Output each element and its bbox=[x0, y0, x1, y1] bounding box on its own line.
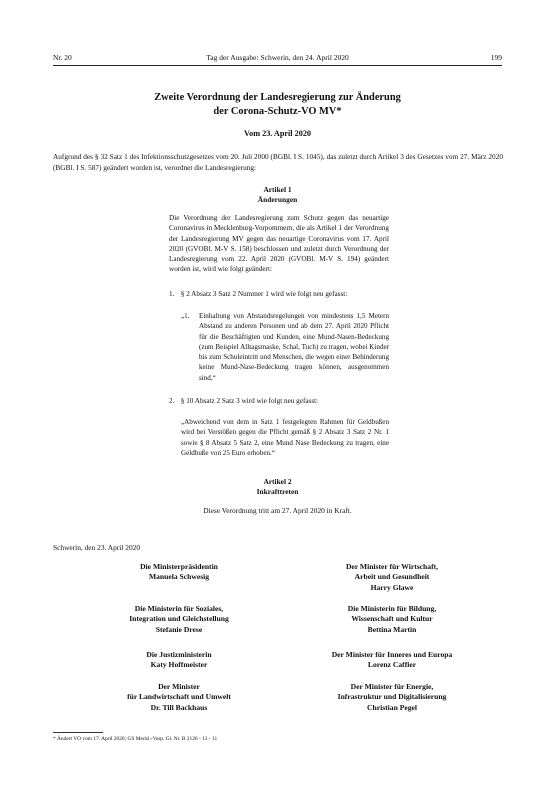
signature-line: Die Justizministerin bbox=[146, 650, 212, 659]
signature-line: für Landwirtschaft und Umwelt bbox=[127, 692, 231, 702]
quote-1-text: Einhaltung von Abstandsregelungen von mindestens 1,5 Metern Abstand zu anderen Personen und ab dem 27. April 2020 Pflicht für die Beschäftigten und Kunden, eine Mund-Nasen-Bedeckung (zum Beispiel Alltagsmaske, Schal, Tuch) zu tragen, wobei Kinder bis zum Schuleintritt und Menschen, die wegen einer Behinderung keine Mund-Nase-Bedeckung tragen können, ausgenommen sind,“ bbox=[199, 312, 389, 382]
article-2-title: Inkrafttreten bbox=[256, 487, 299, 497]
amendment-item-2 bbox=[169, 396, 399, 406]
article-1-heading bbox=[0, 185, 555, 206]
title-line-2: der Corona-Schutz-VO MV* bbox=[213, 105, 342, 117]
signature-line: Der Minister für Inneres und Europa bbox=[331, 650, 453, 659]
signature-block bbox=[84, 604, 274, 635]
signature-line: Die Ministerpräsidentin bbox=[140, 562, 218, 571]
signature-line: Katy Hoffmeister bbox=[150, 660, 208, 670]
signature-line: Arbeit und Gesundheit bbox=[354, 572, 430, 582]
issue-number: Nr. 20 bbox=[53, 53, 72, 62]
item-1-number: 1. bbox=[169, 290, 175, 298]
signature-line: Christian Pegel bbox=[367, 702, 417, 712]
signature-line: Integration und Gleichstellung bbox=[129, 614, 229, 624]
signature-line: Die Ministerin für Soziales, bbox=[134, 604, 224, 613]
signature-line: Stefanie Drese bbox=[155, 624, 203, 634]
signature-block bbox=[84, 650, 274, 671]
footnote: * Ändert VO vom 17. April 2020; GS Meckl.-Vorp. Gl. Nr. B 2126 - 13 - 11 bbox=[53, 736, 218, 742]
article-1-text: Die Verordnung der Landesregierung zum Schutz gegen das neuartige Coronavirus in Mecklenburg-Vorpommern, die als Artikel 1 der Verordnung der Landesregierung MV gegen das neuartige Coronavirus vom 17. April 2020 (GVOBl. M-V S. 158) beschlossen und zuletzt durch Verordnung der Landesregierung vom 22. April 2020 (GVOBl. M-V S. 194) geändert worden ist, wird wie folgt geändert: bbox=[169, 214, 389, 274]
signature-line: Manuela Schwesig bbox=[148, 572, 210, 582]
page-number: 199 bbox=[490, 53, 502, 62]
item-2-number: 2. bbox=[169, 397, 175, 405]
article-2-number: Artikel 2 bbox=[263, 477, 292, 486]
signature-line: Lorenz Caffier bbox=[367, 660, 417, 670]
signature-line: Infrastruktur und Digitalisierung bbox=[337, 692, 447, 702]
title-line-1: Zweite Verordnung der Landesregierung zur Änderung bbox=[154, 92, 401, 103]
signature-block bbox=[292, 562, 492, 593]
signature-line: Wissenschaft und Kultur bbox=[351, 614, 433, 624]
item-2-text: § 10 Absatz 2 Satz 3 wird wie folgt neu gefasst: bbox=[180, 397, 319, 405]
signature-line: Die Ministerin für Bildung, bbox=[347, 604, 437, 613]
signature-line: Der Minister für Energie, bbox=[350, 682, 434, 691]
signature-block bbox=[84, 682, 274, 713]
signature-block bbox=[292, 682, 492, 713]
amendment-quote-1 bbox=[181, 311, 389, 383]
article-2-text: Diese Verordnung tritt am 27. April 2020 in Kraft. bbox=[203, 506, 352, 515]
signature-line: Der Minister für Wirtschaft, bbox=[345, 562, 439, 571]
article-2-heading bbox=[0, 477, 555, 498]
signature-line: Harry Glawe bbox=[370, 582, 414, 592]
article-1-title: Änderungen bbox=[257, 195, 298, 205]
header-divider bbox=[53, 65, 502, 66]
issue-date: Tag der Ausgabe: Schwerin, den 24. April 2020 bbox=[206, 53, 349, 62]
signature-block bbox=[292, 604, 492, 635]
signature-line: Dr. Till Backhaus bbox=[150, 702, 208, 712]
signature-block bbox=[292, 650, 492, 671]
intro-paragraph: Aufgrund des § 32 Satz 1 des Infektionsschutzgesetzes vom 20. Juli 2000 (BGBl. I S. 1045), das zuletzt durch Artikel 3 des Gesetzes vom 27. März 2020 (BGBl. I S. 587) geändert worden ist, verordnet die Landesregierung: bbox=[53, 152, 503, 172]
place-date: Schwerin, den 23. April 2020 bbox=[53, 543, 141, 552]
article-1-number: Artikel 1 bbox=[263, 185, 292, 194]
amendment-item-1 bbox=[169, 289, 399, 299]
signature-block bbox=[84, 562, 274, 583]
document-title bbox=[0, 91, 555, 118]
signature-line: Der Minister bbox=[158, 682, 200, 691]
document-date: Vom 23. April 2020 bbox=[243, 129, 312, 138]
amendment-quote-2: „Abweichend von dem in Satz 1 festgelegten Rahmen für Geldbußen wird bei Verstößen gegen die Pflicht gemäß § 2 Absatz 3 Satz 2 Nr. 1 sowie § 8 Absatz 5 Satz 2, eine Mund Nase Bedeckung zu tragen, eine Geldbuße von 25 Euro erhoben.“ bbox=[181, 418, 389, 457]
item-1-text: § 2 Absatz 3 Satz 2 Nummer 1 wird wie folgt neu gefasst: bbox=[180, 290, 348, 298]
footnote-divider bbox=[53, 732, 103, 733]
quote-1-number: „1. bbox=[181, 312, 190, 320]
signature-line: Bettina Martin bbox=[367, 624, 417, 634]
